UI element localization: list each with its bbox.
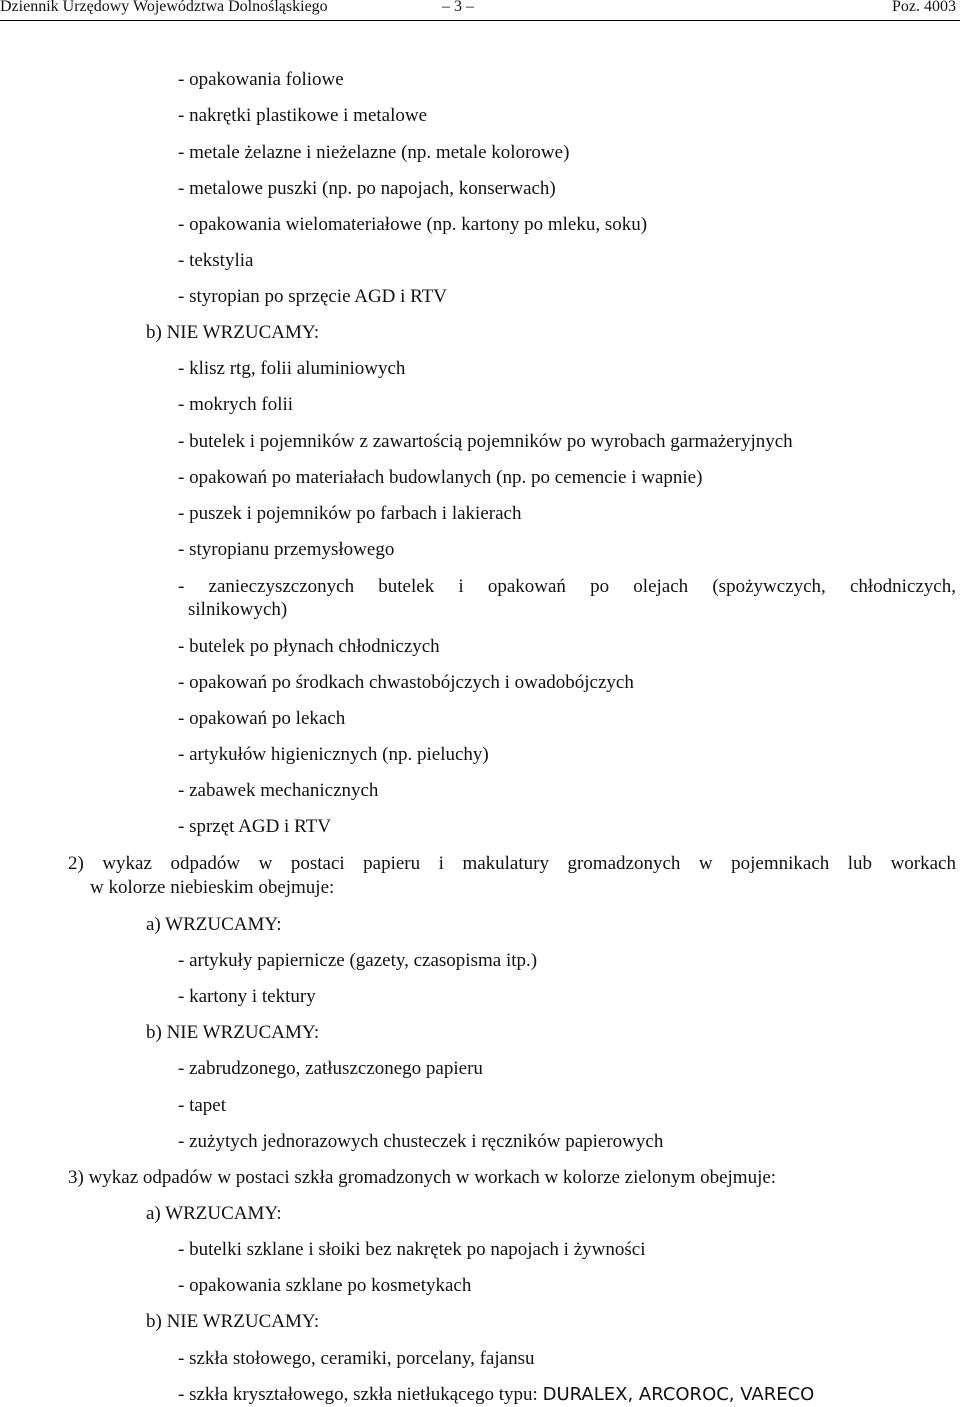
list-item: - butelek po płynach chłodniczych <box>178 636 440 657</box>
list-item: - mokrych folii <box>178 394 294 415</box>
allowed-label: a) WRZUCAMY: <box>146 1203 282 1224</box>
list-item: - styropian po sprzęcie AGD i RTV <box>178 286 448 307</box>
list-item: - zużytych jednorazowych chusteczek i ręczników papierowych <box>178 1131 664 1152</box>
list-item: - puszek i pojemników po farbach i lakierach <box>178 503 522 524</box>
not-allowed-label: b) NIE WRZUCAMY: <box>146 1022 320 1043</box>
page-number: – 3 – <box>442 0 474 15</box>
list-item: - opakowań po materiałach budowlanych (np. po cemencie i wapnie) <box>178 467 703 488</box>
list-item: - opakowania foliowe <box>178 69 344 90</box>
list-item: - klisz rtg, folii aluminiowych <box>178 358 406 379</box>
list-item: - styropianu przemysłowego <box>178 539 395 560</box>
section-heading: 3) wykaz odpadów w postaci szkła gromadzonych w workach w kolorze zielonym obejmuje: <box>68 1167 777 1188</box>
section-heading: 2) wykaz odpadów w postaci papieru i makulatury gromadzonych w pojemnikach lub workach <box>68 853 956 874</box>
list-item-text: - szkła kryształowego, szkła nietłukącego typu: <box>178 1384 543 1405</box>
list-item: - opakowań po środkach chwastobójczych i owadobójczych <box>178 672 634 693</box>
list-item: - sprzęt AGD i RTV <box>178 816 331 837</box>
list-item: - opakowania wielomateriałowe (np. kartony po mleku, soku) <box>178 214 648 235</box>
list-item: - butelek i pojemników z zawartością pojemników po wyrobach garmażeryjnych <box>178 431 793 452</box>
list-item: - zabawek mechanicznych <box>178 780 379 801</box>
section-heading-continuation: w kolorze niebieskim obejmuje: <box>90 877 335 898</box>
allowed-label: a) WRZUCAMY: <box>146 914 282 935</box>
not-allowed-label: b) NIE WRZUCAMY: <box>146 1311 320 1332</box>
list-item: - artykułów higienicznych (np. pieluchy) <box>178 744 489 765</box>
list-item: - butelki szklane i słoiki bez nakrętek po napojach i żywności <box>178 1239 646 1260</box>
list-item: - szkła stołowego, ceramiki, porcelany, fajansu <box>178 1348 535 1369</box>
not-allowed-label: b) NIE WRZUCAMY: <box>146 322 320 343</box>
journal-title: Dziennik Urzędowy Województwa Dolnośląskiego <box>0 0 328 15</box>
list-item <box>178 1384 814 1406</box>
list-item: - nakrętki plastikowe i metalowe <box>178 105 428 126</box>
list-item: - tekstylia <box>178 250 254 271</box>
list-item-continuation: silnikowych) <box>188 599 288 620</box>
list-item: - tapet <box>178 1095 227 1116</box>
page-header <box>0 0 960 21</box>
position-number: Poz. 4003 <box>892 0 956 15</box>
list-item: - opakowania szklane po kosmetykach <box>178 1275 472 1296</box>
list-item: - artykuły papiernicze (gazety, czasopisma itp.) <box>178 950 538 971</box>
list-item: - kartony i tektury <box>178 986 316 1007</box>
list-item: - metale żelazne i nieżelazne (np. metale kolorowe) <box>178 142 570 163</box>
list-item: - opakowań po lekach <box>178 708 346 729</box>
list-item: - metalowe puszki (np. po napojach, konserwach) <box>178 178 556 199</box>
list-item: - zanieczyszczonych butelek i opakowań po olejach (spożywczych, chłodniczych, <box>178 576 956 597</box>
list-item: - zabrudzonego, zatłuszczonego papieru <box>178 1058 483 1079</box>
brand-names: DURALEX, ARCOROC, VARECO <box>542 1384 815 1405</box>
